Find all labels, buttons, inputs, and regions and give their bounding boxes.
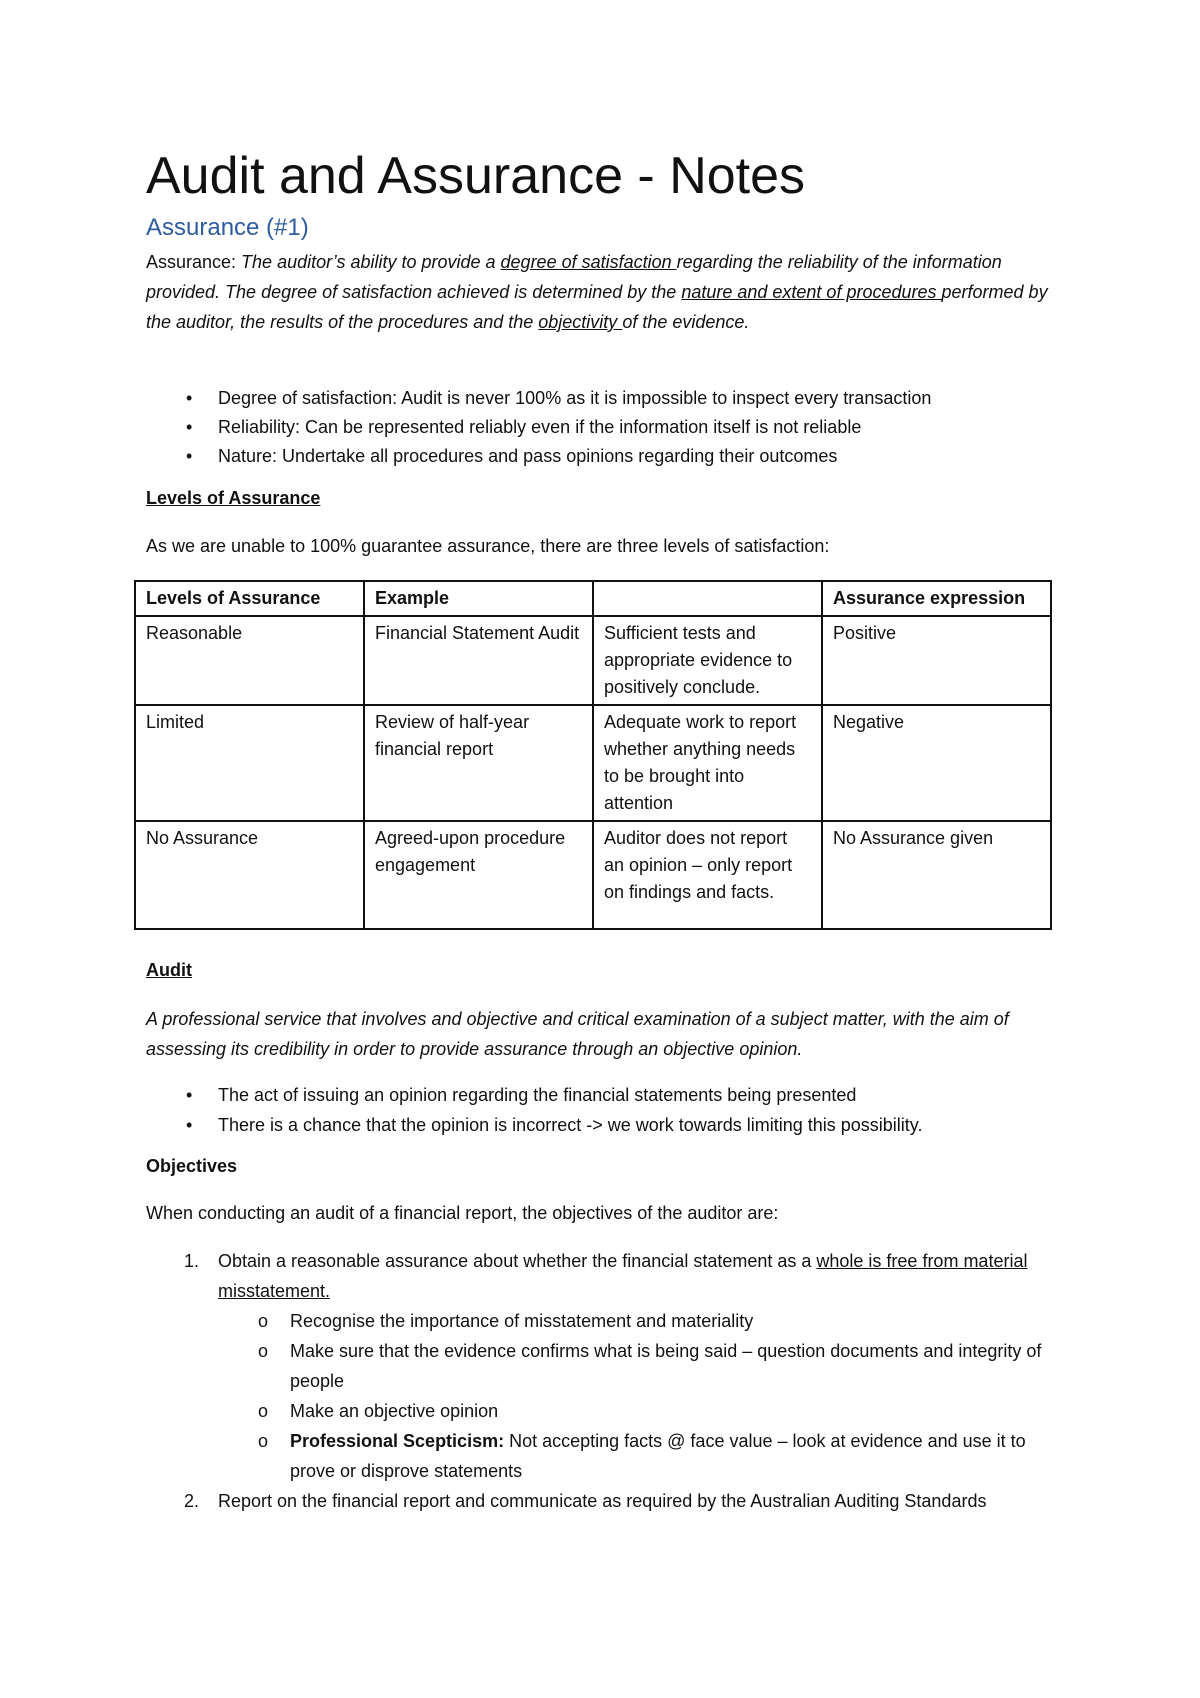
objectives-intro: When conducting an audit of a financial report, the objectives of the auditor are:: [146, 1203, 779, 1223]
list-item: [146, 1246, 1061, 1486]
table-cell: Agreed-upon procedure engagement: [364, 821, 593, 929]
table-cell: No Assurance: [135, 821, 364, 929]
objectives-heading: Objectives: [146, 1156, 238, 1176]
definition-text: regarding the reliability of the information provided. The degree of satisfaction achieved is determined by the: [146, 252, 1002, 302]
table-cell: Positive: [822, 616, 1051, 705]
document-title: Audit and Assurance - Notes: [146, 147, 806, 205]
circle-bullet-icon: o: [258, 1401, 269, 1421]
levels-intro: As we are unable to 100% guarantee assurance, there are three levels of satisfaction:: [146, 536, 830, 556]
table-cell: Negative: [822, 705, 1051, 821]
table-header-cell: Levels of Assurance: [135, 581, 364, 616]
sub-list-bold: Professional Scepticism:: [290, 1431, 505, 1451]
levels-heading: Levels of Assurance: [146, 488, 321, 508]
definition-underline: nature and extent of procedures: [681, 282, 942, 302]
list-item-underline: whole is free from material misstatement.: [218, 1251, 1028, 1301]
definition-text: of the evidence.: [622, 312, 750, 332]
list-item-text: Nature: Undertake all procedures and pass opinions regarding their outcomes: [218, 446, 838, 466]
definition-text: performed by the auditor, the results of the procedures and the: [146, 282, 1048, 332]
list-item: [146, 1486, 1061, 1516]
bullet-icon: •: [186, 1085, 193, 1105]
bullet-icon: •: [186, 388, 193, 408]
table-row: [135, 616, 1051, 705]
sub-list-item: [218, 1396, 1061, 1426]
sub-list-item: [218, 1426, 1061, 1486]
table-cell: Financial Statement Audit: [364, 616, 593, 705]
list-item-text: Reliability: Can be represented reliably even if the information itself is not reliable: [218, 417, 862, 437]
list-item: [146, 384, 931, 413]
definition-text: The auditor’s ability to provide a: [241, 252, 501, 272]
assurance-bullet-list: [146, 384, 931, 471]
table-header-cell: [593, 581, 822, 616]
definition-underline: degree of satisfaction: [500, 252, 677, 272]
table-row: [135, 821, 1051, 929]
bullet-icon: •: [186, 1115, 193, 1135]
sub-list-item: [218, 1306, 1061, 1336]
list-item-text: Degree of satisfaction: Audit is never 100% as it is impossible to inspect every transaction: [218, 388, 932, 408]
bullet-icon: •: [186, 446, 193, 466]
table-cell: Sufficient tests and appropriate evidence to positively conclude.: [593, 616, 822, 705]
table-cell: Reasonable: [135, 616, 364, 705]
section-heading-assurance: Assurance (#1): [146, 214, 309, 241]
table-cell: Limited: [135, 705, 364, 821]
sub-list-text: Recognise the importance of misstatement and materiality: [290, 1311, 754, 1331]
list-number: 2.: [184, 1491, 200, 1511]
list-item-text: Report on the financial report and communicate as required by the Australian Auditing Standards: [218, 1491, 987, 1511]
table-cell: No Assurance given: [822, 821, 1051, 929]
audit-heading: Audit: [146, 960, 192, 980]
table-header-cell: Assurance expression: [822, 581, 1051, 616]
circle-bullet-icon: o: [258, 1311, 269, 1331]
table-header-cell: Example: [364, 581, 593, 616]
circle-bullet-icon: o: [258, 1431, 269, 1451]
list-item-text: The act of issuing an opinion regarding the financial statements being presented: [218, 1085, 857, 1105]
circle-bullet-icon: o: [258, 1341, 269, 1361]
sub-list-text: Make sure that the evidence confirms what is being said – question documents and integrity of people: [290, 1341, 1042, 1391]
list-number: 1.: [184, 1251, 200, 1271]
list-item: [146, 442, 931, 471]
audit-bullet-list: [146, 1080, 922, 1140]
table-cell: Auditor does not report an opinion – only report on findings and facts.: [593, 821, 822, 929]
list-item-text: There is a chance that the opinion is incorrect -> we work towards limiting this possibility.: [218, 1115, 923, 1135]
assurance-label: Assurance:: [146, 252, 242, 272]
assurance-definition: [146, 247, 1061, 337]
bullet-icon: •: [186, 417, 193, 437]
table-header-row: [135, 581, 1051, 616]
audit-definition: A professional service that involves and objective and critical examination of a subject matter, with the aim of assessing its credibility in order to provide assurance through an objective opinion.: [146, 1009, 1009, 1059]
objectives-list: [146, 1246, 1061, 1516]
list-item: [146, 1110, 922, 1140]
table-cell: Review of half-year financial report: [364, 705, 593, 821]
definition-underline: objectivity: [538, 312, 623, 332]
list-item: [146, 413, 931, 442]
table-cell: Adequate work to report whether anything needs to be brought into attention: [593, 705, 822, 821]
sub-list-text: Make an objective opinion: [290, 1401, 499, 1421]
sub-list: [218, 1306, 1061, 1486]
list-item: [146, 1080, 922, 1110]
table-row: [135, 705, 1051, 821]
sub-list-item: [218, 1336, 1061, 1396]
list-item-text: Obtain a reasonable assurance about whether the financial statement as a: [218, 1251, 817, 1271]
sub-list-text: Not accepting facts @ face value – look at evidence and use it to prove or disprove statements: [290, 1431, 1026, 1481]
levels-table: [134, 580, 1052, 930]
